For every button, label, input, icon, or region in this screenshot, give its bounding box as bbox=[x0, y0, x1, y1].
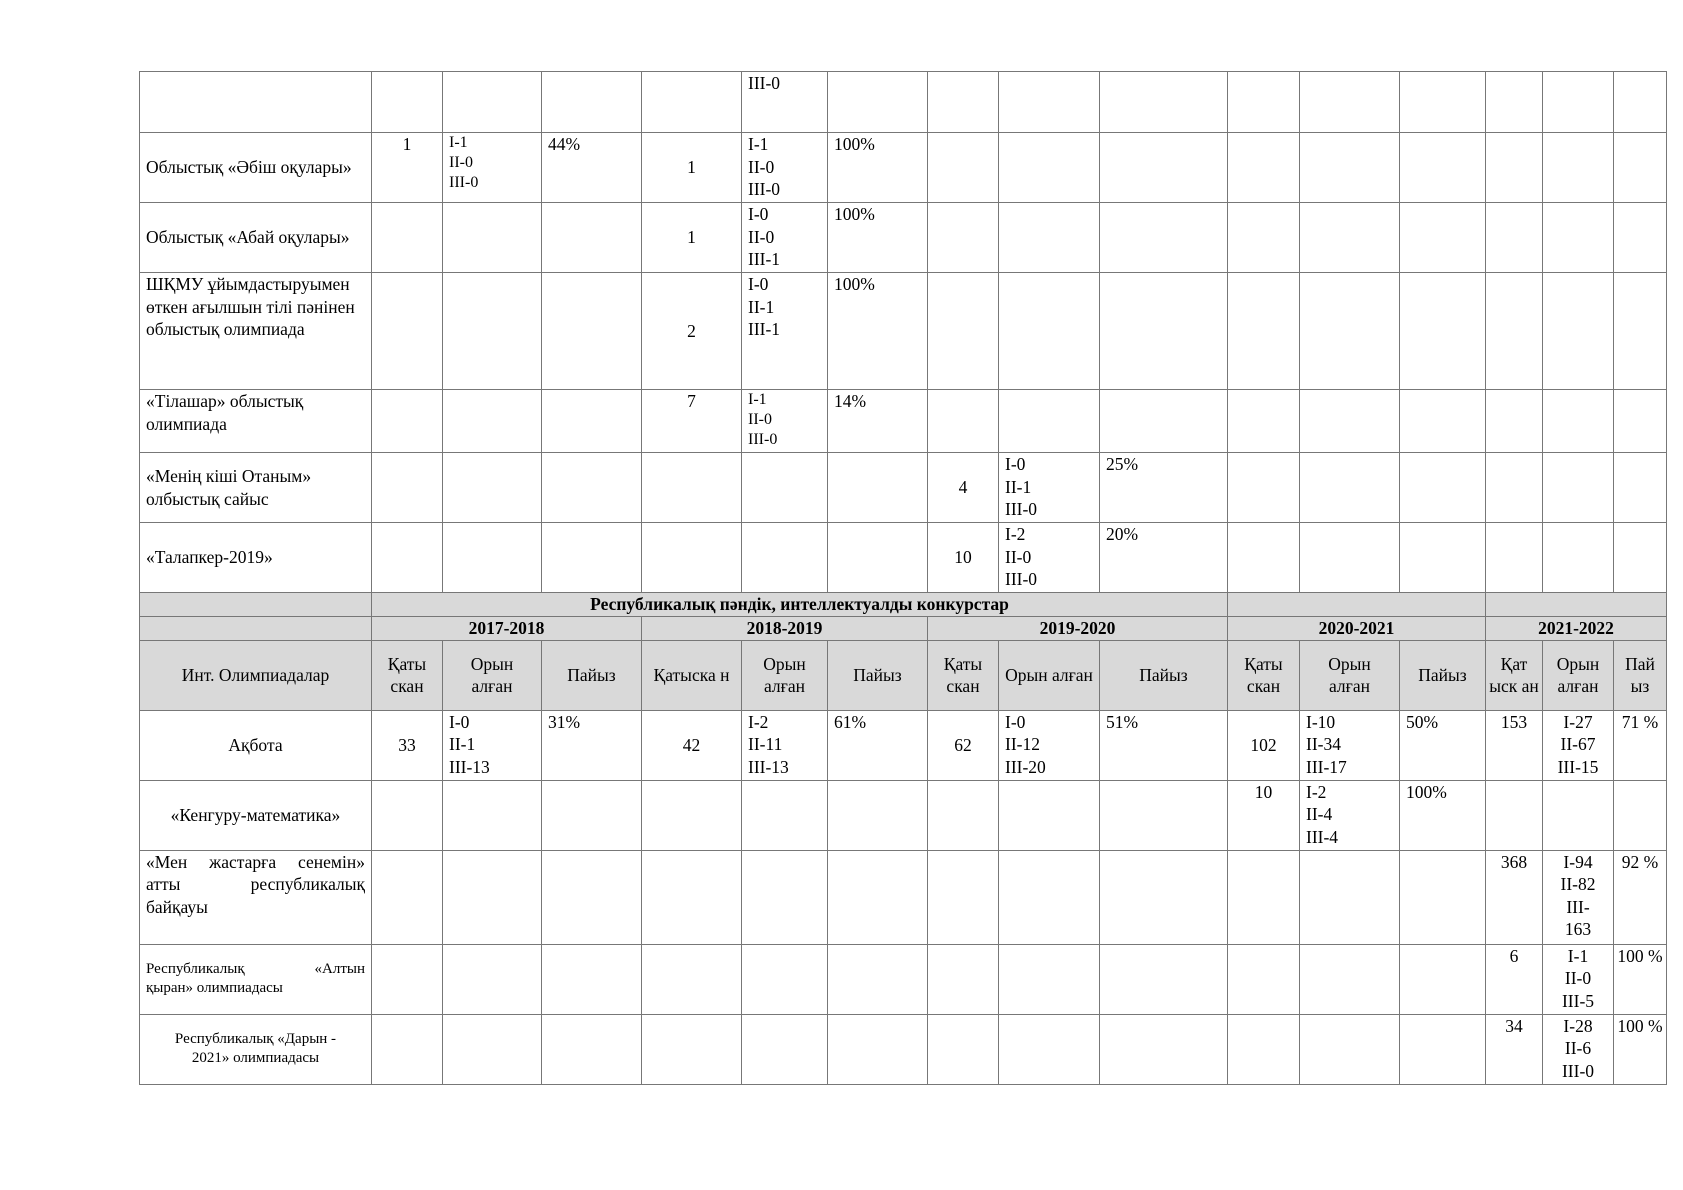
section-title: Республикалық пәндік, интеллектуалды конкурстар bbox=[372, 593, 1228, 617]
percent-header: Пай ыз bbox=[1614, 640, 1667, 710]
table-row bbox=[140, 850, 1667, 944]
count-header: Қаты скан bbox=[372, 640, 443, 710]
count-cell: 33 bbox=[372, 710, 443, 780]
table-row bbox=[140, 273, 1667, 390]
count-cell: 42 bbox=[642, 710, 742, 780]
count-cell: 153 bbox=[1486, 710, 1543, 780]
percent-cell: 61% bbox=[828, 710, 928, 780]
percent-header: Пайыз bbox=[1400, 640, 1486, 710]
percent-header: Пайыз bbox=[828, 640, 928, 710]
percent-cell: 20% bbox=[1100, 523, 1228, 593]
percent-cell: 51% bbox=[1100, 710, 1228, 780]
percent-cell: 92 % bbox=[1614, 850, 1667, 944]
count-cell: 368 bbox=[1486, 850, 1543, 944]
places-cell: I-27 II-67 III-15 bbox=[1543, 710, 1614, 780]
places-cell: I-94 II-82 III- 163 bbox=[1543, 850, 1614, 944]
count-header: Қаты скан bbox=[1228, 640, 1300, 710]
table-row bbox=[140, 203, 1667, 273]
year-header-row bbox=[140, 616, 1667, 640]
places-header: Орын алған bbox=[999, 640, 1100, 710]
year-header: 2017-2018 bbox=[372, 616, 642, 640]
percent-cell: 100% bbox=[828, 133, 928, 203]
count-cell: 10 bbox=[1228, 780, 1300, 850]
count-cell: 10 bbox=[928, 523, 999, 593]
year-header: 2018-2019 bbox=[642, 616, 928, 640]
competition-name-cell: Республикалық «Дарын - 2021» олимпиадасы bbox=[140, 1014, 372, 1084]
count-header: Қаты скан bbox=[928, 640, 999, 710]
table-row bbox=[140, 523, 1667, 593]
results-table bbox=[139, 71, 1667, 1085]
percent-cell: 25% bbox=[1100, 453, 1228, 523]
percent-cell: 100% bbox=[828, 203, 928, 273]
places-cell: I-10 II-34 III-17 bbox=[1300, 710, 1400, 780]
places-cell: I-1 II-0 III-0 bbox=[742, 390, 828, 453]
count-cell: 102 bbox=[1228, 710, 1300, 780]
competition-name-cell bbox=[140, 72, 372, 133]
count-cell: 4 bbox=[928, 453, 999, 523]
percent-header: Пайыз bbox=[542, 640, 642, 710]
places-cell: I-0 II-1 III-0 bbox=[999, 453, 1100, 523]
percent-cell: 44% bbox=[542, 133, 642, 203]
places-header: Орын алған bbox=[443, 640, 542, 710]
percent-cell: 31% bbox=[542, 710, 642, 780]
count-header: Қатыска н bbox=[642, 640, 742, 710]
count-cell: 6 bbox=[1486, 944, 1543, 1014]
column-header-row bbox=[140, 640, 1667, 710]
places-cell: I-2 II-11 III-13 bbox=[742, 710, 828, 780]
places-cell: I-0 II-0 III-1 bbox=[742, 203, 828, 273]
percent-cell: 100% bbox=[1400, 780, 1486, 850]
year-header: 2021-2022 bbox=[1486, 616, 1667, 640]
competition-name-cell: ШҚМУ ұйымдастыруымен өткен ағылшын тілі пәнінен облыстық олимпиада bbox=[140, 273, 372, 390]
places-header: Орын алған bbox=[1300, 640, 1400, 710]
section-title-row bbox=[140, 593, 1667, 617]
competition-name-cell: Облыстық «Абай оқулары» bbox=[140, 203, 372, 273]
percent-cell: 14% bbox=[828, 390, 928, 453]
places-cell: I-0 II-1 III-13 bbox=[443, 710, 542, 780]
table-row bbox=[140, 944, 1667, 1014]
competition-name-cell: Республикалық «Алтын қыран» олимпиадасы bbox=[140, 944, 372, 1014]
count-cell: 34 bbox=[1486, 1014, 1543, 1084]
count-cell: 1 bbox=[642, 133, 742, 203]
table-row bbox=[140, 133, 1667, 203]
places-header: Орын алған bbox=[742, 640, 828, 710]
places-cell: I-0 II-12 III-20 bbox=[999, 710, 1100, 780]
places-header: Орын алған bbox=[1543, 640, 1614, 710]
places-cell: III-0 bbox=[742, 72, 828, 133]
competition-name-cell: Облыстық «Әбіш оқулары» bbox=[140, 133, 372, 203]
competition-name-cell: «Мен жастарға сенемін» атты республикалық байқауы bbox=[140, 850, 372, 944]
count-cell: 2 bbox=[642, 273, 742, 390]
count-cell: 62 bbox=[928, 710, 999, 780]
count-cell: 1 bbox=[372, 133, 443, 203]
competition-name-cell: «Кенгуру-математика» bbox=[140, 780, 372, 850]
table-row bbox=[140, 780, 1667, 850]
competition-name-cell: «Талапкер-2019» bbox=[140, 523, 372, 593]
year-header: 2019-2020 bbox=[928, 616, 1228, 640]
percent-cell: 100% bbox=[828, 273, 928, 390]
table-row bbox=[140, 72, 1667, 133]
percent-cell: 100 % bbox=[1614, 1014, 1667, 1084]
places-cell: I-2 II-0 III-0 bbox=[999, 523, 1100, 593]
places-cell: I-0 II-1 III-1 bbox=[742, 273, 828, 390]
competition-name-cell: «Тілашар» облыстық олимпиада bbox=[140, 390, 372, 453]
places-cell: I-1 II-0 III-0 bbox=[742, 133, 828, 203]
count-cell: 1 bbox=[642, 203, 742, 273]
table-row bbox=[140, 710, 1667, 780]
count-cell: 7 bbox=[642, 390, 742, 453]
competition-name-cell: «Менің кіші Отаным» олбыстық сайыс bbox=[140, 453, 372, 523]
table-row bbox=[140, 453, 1667, 523]
year-header: 2020-2021 bbox=[1228, 616, 1486, 640]
percent-cell: 50% bbox=[1400, 710, 1486, 780]
places-cell: I-1 II-0 III-5 bbox=[1543, 944, 1614, 1014]
count-header: Қат ыск ан bbox=[1486, 640, 1543, 710]
percent-cell: 100 % bbox=[1614, 944, 1667, 1014]
name-header: Инт. Олимпиадалар bbox=[140, 640, 372, 710]
places-cell: I-28 II-6 III-0 bbox=[1543, 1014, 1614, 1084]
percent-header: Пайыз bbox=[1100, 640, 1228, 710]
percent-cell: 71 % bbox=[1614, 710, 1667, 780]
table-row bbox=[140, 1014, 1667, 1084]
table-row bbox=[140, 390, 1667, 453]
places-cell: I-2 II-4 III-4 bbox=[1300, 780, 1400, 850]
places-cell: I-1 II-0 III-0 bbox=[443, 133, 542, 203]
competition-name-cell: Ақбота bbox=[140, 710, 372, 780]
